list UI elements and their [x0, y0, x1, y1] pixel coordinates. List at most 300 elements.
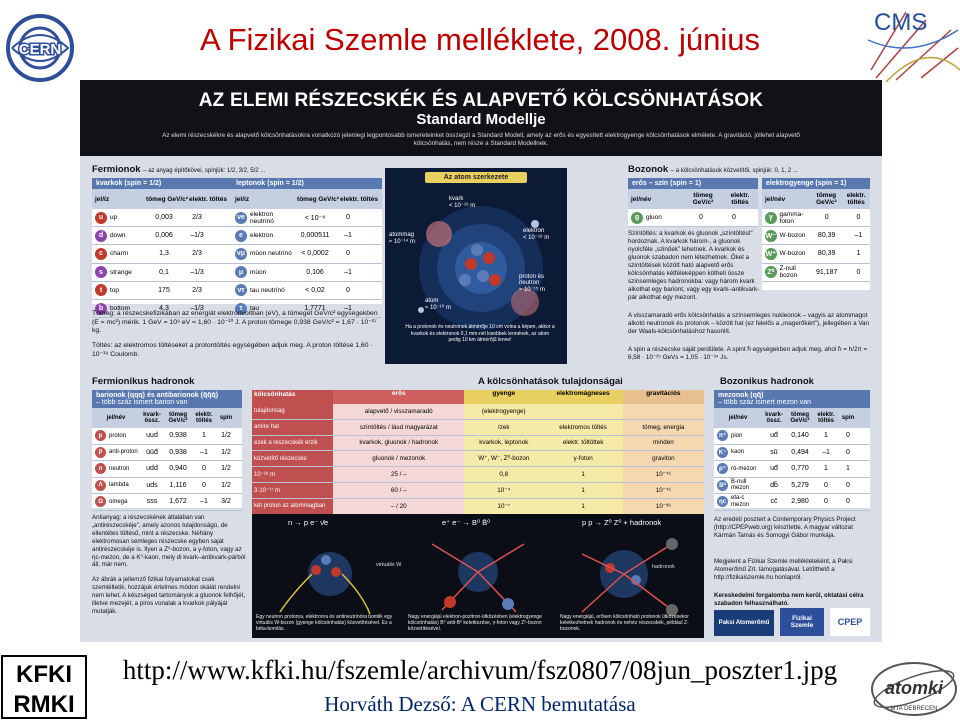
baryon-quarks: udd — [146, 465, 158, 473]
interaction-cell: γ-foton — [543, 451, 622, 466]
interactions-table — [252, 390, 704, 508]
meson-symbol: K⁻ — [717, 447, 728, 458]
meson-quarks: db̄ — [770, 481, 778, 489]
baryon-charge: 0 — [202, 481, 206, 489]
rmki-text: RMKI — [13, 691, 75, 718]
meson-charge: –1 — [822, 448, 830, 456]
interaction-cell: 25 / – — [333, 467, 464, 482]
quark-symbol: t — [95, 284, 107, 296]
quark-mass: 4,3 — [159, 305, 169, 313]
meson-name: pion — [731, 432, 743, 439]
meson-mass: 0,770 — [791, 465, 809, 473]
atom-electron-label — [523, 228, 549, 241]
fermionic-hadrons-heading: Fermionikus hadronok — [92, 376, 195, 387]
spin-note: A spin a részecske saját perdülete. A spint ħ egységekben adjuk meg, ahol ħ = h/2π = 6,58 · 10⁻²⁵ GeVs = 1,05 · 10⁻³⁴ Js. — [628, 346, 868, 361]
ew-boson-name: W-bozon — [779, 250, 806, 258]
atomki-text: atomki — [884, 678, 944, 698]
bosons-heading — [628, 164, 798, 175]
int-col-0: kölcsönhatás — [252, 390, 333, 404]
interaction-cell: W⁺, W⁻, Z⁰-bozon — [464, 451, 543, 466]
leptons-colhdr — [232, 189, 382, 209]
event-hadronok: hadronok — [652, 564, 675, 570]
meson-row — [714, 461, 870, 478]
interaction-row — [252, 499, 704, 515]
meson-charge: 1 — [824, 465, 828, 473]
quark-symbol: u — [95, 212, 107, 224]
fizikai-szemle-logo: Fizikai Szemle — [780, 608, 824, 636]
ew-col-0: jel/név — [765, 195, 786, 203]
color-note: Színtöltés: a kvarkok és gluonok „színtöltést” hordoznak. A kvarkok három-, a gluonok nyolcféle „szinűek” lehetnek. A kvarkok és gluonok szabadon nem létezhetnek. Őket a színtöltések között ható alapvető erős kölcsönhatás kétféleképpen kötheti össze színsemleges hadronokba: vagy három kvark alkothat egy bariont, vagy egy kvark–antikvark-pár alkothat egy mezont. — [628, 230, 760, 301]
poster-image — [80, 80, 882, 642]
baryon-charge: 1 — [202, 432, 206, 440]
strong-rows — [628, 209, 758, 227]
ew-boson-row — [762, 245, 870, 263]
interactions-rows — [252, 404, 704, 515]
baryon-mass: 0,940 — [169, 465, 187, 473]
interaction-cell: gluonok / mezonok — [333, 451, 464, 466]
gluon-mass: 0 — [699, 214, 703, 222]
events-panel — [252, 514, 704, 638]
baryon-col: jel/név — [106, 415, 126, 421]
quark-row — [92, 264, 232, 282]
ew-boson-charge: –1 — [854, 232, 863, 240]
interaction-cell: kvarkok, gluonok / hadronok — [333, 436, 464, 451]
lepton-mass: 1,7771 — [304, 305, 326, 313]
cms-logo-text: CMS — [874, 9, 928, 36]
quark-symbol: c — [95, 248, 107, 260]
lepton-charge: –1 — [344, 232, 352, 240]
mesons-colhdr — [714, 408, 870, 428]
strong-header: erős – szín (spin = 1) — [628, 178, 758, 189]
footer-author: Horváth Dezső: A CERN bemutatása — [324, 692, 636, 716]
quark-row — [92, 209, 232, 227]
interaction-cell: színtöltés / lásd magyarázat — [333, 420, 464, 435]
interaction-row-label: tulajdonság — [252, 404, 333, 419]
interaction-row — [252, 467, 704, 483]
cpep-logo: CPEP — [830, 608, 870, 636]
baryon-spin: 1/2 — [221, 432, 231, 440]
meson-col: jel/név — [728, 415, 748, 421]
lepton-mass: < 10⁻⁸ — [304, 214, 326, 222]
lepton-symbol: τ — [235, 303, 247, 315]
atom-atom-size: ≈ 10⁻¹⁰ m — [425, 305, 451, 311]
lepton-charge: 0 — [346, 250, 350, 258]
poster-subtitle: Standard Modellje — [416, 111, 546, 128]
quark-symbol: d — [95, 230, 107, 242]
meson-mass: 5,279 — [791, 481, 809, 489]
bosonic-hadrons-heading: Bozonikus hadronok — [720, 376, 814, 387]
lepton-mass: < 0,02 — [305, 286, 325, 294]
residual-note: A visszamaradó erős kölcsönhatás a színsemleges nukleonok – vagyis az atommagot alkotó neutronok és protonok – között hat (ez felelős a „magerőkért”), jellegében a Van der Waals-kölcsönhatáshoz hasonlít. — [628, 312, 870, 335]
lepton-row — [232, 227, 382, 245]
atom-proton-size: ≈ 10⁻¹⁵ m — [519, 287, 545, 293]
event-virtual-w: virtuális W — [376, 562, 402, 568]
ew-boson-name: Z-null bozon — [779, 265, 798, 280]
event-caption-2: Nagy energiájú, erősen kölcsönható protonok ütközésekor keletkezhetnek hadronok és nehéz részecskék, például Z-bozonok. — [560, 614, 689, 632]
baryon-row — [92, 494, 242, 511]
interaction-cell: 60 / – — [333, 483, 464, 498]
baryon-mass: 0,938 — [169, 432, 187, 440]
atomki-sub: MTA DEBRECEN — [890, 706, 938, 712]
lepton-row — [232, 282, 382, 300]
meson-spin: 0 — [846, 481, 850, 489]
baryon-quarks: uud — [146, 432, 158, 440]
baryon-row — [92, 428, 242, 445]
meson-col: kvark-össz. — [765, 412, 783, 424]
quarks-col-1: tömeg GeV/c² — [146, 195, 188, 203]
baryon-quarks: ūūd̄ — [146, 448, 158, 456]
interaction-cell: 1 — [543, 467, 622, 482]
baryon-charge: –1 — [200, 498, 208, 506]
strong-colhdr — [628, 189, 758, 209]
meson-mass: 2,980 — [791, 498, 809, 506]
quark-name: bottom — [110, 305, 130, 313]
baryon-mass: 1,672 — [169, 498, 187, 506]
fermions-heading-title: Fermionok — [92, 164, 141, 175]
interaction-row — [252, 420, 704, 436]
kfki-rmki-logo — [0, 654, 88, 720]
meson-quarks: ud̄ — [770, 432, 778, 440]
diagram-note: Az ábrák a jellemző fizikai folyamatokat csak szemléltetik, hozzájuk értelmes módon skálát rendelni nem lehet. A készséged tartományok a gluonok felhőjét, illetve mezejét, a piros vonalak a kvarkok pályáját mutatják. — [92, 576, 246, 615]
baryon-symbol: n — [95, 463, 106, 474]
ew-boson-name: W-bozon — [779, 232, 806, 240]
baryon-spin: 1/2 — [221, 448, 231, 456]
interaction-cell: elektromos töltés — [543, 420, 622, 435]
meson-charge: 0 — [824, 481, 828, 489]
baryon-spin: 3/2 — [221, 498, 231, 506]
ew-col-1: tömeg GeV/c² — [816, 192, 837, 206]
meson-charge: 1 — [824, 432, 828, 440]
interaction-cell: elektr. töltöttek — [543, 436, 622, 451]
poster-title: AZ ELEMI RÉSZECSKÉK ÉS ALAPVETŐ KÖLCSÖNHATÁSOK — [198, 90, 764, 111]
interactions-header-row — [252, 390, 704, 404]
atom-atom-label — [425, 298, 451, 311]
poster-intro: Az elemi részecskékre és alapvető kölcsönhatásokra vonatkozó jelenlegi legpontosabb ismereteinket összegzi a Standard Modell, amely az erős és egyesített elektrogyenge kölcsönhatások elmélete. A gravitáció, jóllehet alapvető kölcsönhatás, nem része a Standard Modellnek. — [162, 132, 800, 147]
quark-symbol: s — [95, 266, 107, 278]
meson-spin: 0 — [846, 498, 850, 506]
interaction-cell: kvarkok, leptonok — [464, 436, 543, 451]
baryons-header-title: barionok (qqq) és antibarionok (q̄q̄q̄) — [96, 392, 219, 399]
atomki-logo — [868, 658, 960, 720]
credits-3: Kereskedelmi forgalomba nem kerül, oktatási célra szabadon felhasználható. — [714, 592, 864, 607]
atom-elektron: elektron — [523, 228, 545, 234]
strong-col-2: elektr. töltés — [730, 192, 750, 206]
quark-name: down — [110, 232, 126, 240]
meson-quarks: cc̄ — [770, 498, 778, 506]
quarks-col-2: elektr. töltés — [189, 195, 227, 203]
leptons-table — [232, 178, 382, 313]
ew-boson-row — [762, 264, 870, 282]
interaction-cell: 1 — [543, 499, 622, 514]
mesons-header — [714, 390, 870, 408]
baryon-col: elektr. töltés — [195, 412, 213, 424]
atom-header: Az atom szerkezete — [425, 172, 527, 183]
quark-symbol: b — [95, 303, 107, 315]
quarks-header: kvarkok (spin = 1/2) — [92, 178, 232, 189]
interaction-cell: 0,8 — [464, 467, 543, 482]
credits-1: Az eredeti posztert a Contemporary Physics Project (http://CPEPweb.org) készítette. A magyar változat Kármán Tamás és Somogyi Gábor munkája. — [714, 516, 856, 539]
quark-charge: –1/3 — [190, 268, 204, 276]
event-label-1: e⁺ e⁻ → B⁰ B̄⁰ — [442, 518, 491, 527]
atom-atom: atom — [425, 298, 439, 304]
cern-logo — [2, 2, 78, 94]
event-caption-0: Egy neutron protonra, elektronra és antineutrínóra bomlik egy virtuális W-bozon (gyenge kölcsönhatás) közvetítésével. Ez a béta-bomlás. — [256, 614, 393, 632]
lepton-charge: –1 — [344, 305, 352, 313]
meson-quarks: sū — [770, 448, 778, 456]
meson-rows — [714, 428, 870, 511]
baryon-mass: 0,938 — [169, 448, 187, 456]
quark-row — [92, 282, 232, 300]
interaction-row — [252, 436, 704, 452]
ew-col-2: elektr. töltés — [846, 192, 866, 206]
interaction-cell: 1 — [543, 483, 622, 498]
baryon-spin: 1/2 — [221, 481, 231, 489]
quarks-col-0: jel/íz — [95, 195, 110, 203]
interaction-row — [252, 451, 704, 467]
lepton-name: elektron — [250, 232, 274, 240]
meson-symbol: π⁺ — [717, 430, 728, 441]
lepton-name: elektron neutrínó — [250, 210, 274, 225]
leptons-col-0: jel/íz — [235, 195, 250, 203]
lepton-charge: –1 — [344, 268, 352, 276]
ew-boson-table — [762, 178, 870, 290]
meson-symbol: ρ⁺ — [717, 463, 728, 474]
event-label-0: n → p e⁻ ν̄e — [288, 518, 329, 527]
lepton-rows — [232, 209, 382, 318]
lepton-mass: 0,106 — [306, 268, 324, 276]
credits-2: Megjelent a Fizikai Szemle mellékleteként, a Paksi Atomerőmű Zrt. támogatásával. Letölthető a http://fizikaiszemle.hu honlapról. — [714, 558, 853, 581]
baryons-colhdr — [92, 408, 242, 428]
interaction-cell: 10⁻⁴¹ — [623, 483, 704, 498]
mesons-table — [714, 390, 870, 508]
baryon-quarks: sss — [146, 498, 158, 506]
baryons-header-note: – több száz ismert barion van — [96, 399, 188, 406]
baryon-name: lambda — [109, 482, 129, 488]
baryon-col: kvark-össz. — [143, 412, 161, 424]
ew-boson-mass: 80,39 — [817, 250, 836, 258]
gluon-row — [628, 209, 758, 227]
event-label-2: p p → Z⁰ Z⁰ + hadronok — [582, 518, 662, 527]
lepton-symbol: νμ — [235, 248, 247, 260]
baryon-symbol: Ω — [95, 496, 106, 507]
atom-kvark-label — [449, 196, 475, 209]
bosons-heading-note: – a kölcsönhatások közvetítői, spinjük: 0, 1, 2 ... — [670, 168, 798, 174]
lepton-symbol: νe — [235, 212, 247, 224]
interaction-row — [252, 483, 704, 499]
baryon-name: omega — [109, 498, 128, 505]
meson-spin: 1 — [846, 465, 850, 473]
baryon-col: tömeg GeV/c² — [168, 412, 188, 424]
meson-col: spin — [841, 415, 855, 421]
leptons-header: leptonok (spin = 1/2) — [232, 178, 382, 189]
atom-elektron-size: < 10⁻¹⁸ m — [523, 235, 550, 241]
interaction-cell: tömeg, energia — [623, 420, 704, 435]
meson-mass: 0,494 — [791, 448, 809, 456]
quark-charge: 2/3 — [192, 286, 202, 294]
lepton-row — [232, 245, 382, 263]
interaction-cell: – / 20 — [333, 499, 464, 514]
cern-logo-text: CERN — [18, 41, 62, 58]
ew-rows — [762, 209, 870, 282]
slide-title: A Fizikai Szemle melléklete, 2008. június — [200, 22, 760, 57]
atom-nucleus-label — [389, 232, 415, 245]
quark-mass: 0,003 — [155, 214, 173, 222]
ew-boson-charge: 1 — [856, 250, 861, 258]
int-col-erős: erős — [333, 390, 464, 404]
quark-charge: –1/3 — [190, 305, 204, 313]
meson-mass: 0,140 — [791, 432, 809, 440]
baryon-charge: –1 — [200, 448, 208, 456]
meson-row — [714, 478, 870, 495]
quark-name: charm — [110, 250, 129, 258]
lepton-symbol: e — [235, 230, 247, 242]
meson-row — [714, 428, 870, 445]
ew-boson-mass: 0 — [824, 214, 829, 222]
interaction-cell: 10⁻⁴¹ — [623, 467, 704, 482]
bosons-heading-title: Bozonok — [628, 164, 669, 175]
ew-colhdr — [762, 189, 870, 209]
lepton-name: tau neutrínó — [250, 286, 285, 294]
atom-caption: Ha a protonok és neutronok átmérője 10 cm volna a képen, akkor a kvarkok és elektronok 0,1 mm-nél kisebbek lennének, az atom pedig 10 km átmérőjű lenne! — [405, 324, 555, 343]
baryon-name: anti-proton — [109, 449, 138, 455]
mesons-header-note: – több száz ismert mezon van — [718, 399, 811, 406]
lepton-charge: 0 — [346, 214, 350, 222]
quark-mass: 0,006 — [155, 232, 173, 240]
quarks-colhdr — [92, 189, 232, 209]
interaction-cell: (elektrogyenge) — [464, 404, 543, 419]
baryon-spin: 1/2 — [221, 465, 231, 473]
atom-atommag-size: ≈ 10⁻¹⁴ m — [389, 239, 416, 245]
meson-symbol: B⁰ — [717, 480, 728, 491]
interaction-row — [252, 404, 704, 420]
baryons-header — [92, 390, 242, 408]
charge-note: Töltés: az elektromos töltéseket a protontöltés egységében adjuk meg. A proton töltése 1,60 · 10⁻¹⁹ Coulomb. — [92, 342, 373, 358]
quark-mass: 1,3 — [159, 250, 169, 258]
quark-row — [92, 227, 232, 245]
interaction-cell: 10⁻⁷ — [464, 499, 543, 514]
ew-header: elektrogyenge (spin = 1) — [762, 178, 870, 189]
baryon-name: proton — [109, 432, 127, 439]
gluon-symbol: g — [631, 212, 643, 224]
lepton-name: müon — [250, 268, 267, 276]
interaction-cell: ízek — [464, 420, 543, 435]
baryon-quarks: uds — [146, 481, 158, 489]
meson-row — [714, 494, 870, 511]
meson-quarks: ud̄ — [770, 465, 778, 473]
interaction-cell — [623, 404, 704, 419]
interaction-row-label: 10⁻¹⁸ m — [252, 467, 333, 482]
interaction-cell: 10⁻³⁶ — [623, 499, 704, 514]
baryon-symbol: p — [95, 430, 106, 441]
lepton-mass: 0,000511 — [300, 232, 330, 240]
interaction-row-label: amire hat — [252, 420, 333, 435]
meson-symbol: ηc — [717, 496, 728, 507]
ew-boson-name: gamma-foton — [779, 210, 804, 225]
quark-rows — [92, 209, 232, 318]
baryon-col: spin — [219, 415, 233, 421]
quark-mass: 175 — [158, 286, 170, 294]
baryon-charge: 0 — [202, 465, 206, 473]
ew-boson-row — [762, 209, 870, 227]
interaction-row-label: közvetítő részecske — [252, 451, 333, 466]
baryon-name: neutron — [109, 465, 130, 472]
quark-name: strange — [110, 268, 132, 276]
event-caption-1: Nagy energiájú elektron-pozitron-ütközésben (elektrogyenge kölcsönhatás) B⁰ anti-B⁰ keletkezése, γ-foton vagy Z⁰-bozon közvetítésével. — [408, 614, 542, 632]
gluon-charge: 0 — [732, 214, 736, 222]
mesons-header-title: mezonok (qq̄) — [718, 392, 764, 399]
quark-name: top — [110, 286, 120, 294]
baryon-rows — [92, 428, 242, 511]
atom-proton: proton és neutron — [519, 274, 545, 286]
lepton-mass: < 0,0002 — [301, 250, 329, 258]
strong-col-0: jel/név — [631, 195, 652, 203]
ew-boson-mass: 80,39 — [817, 232, 836, 240]
cms-logo — [866, 0, 960, 82]
poster-header — [80, 80, 882, 156]
int-col-em: elektromágneses — [543, 390, 622, 404]
quark-charge: 2/3 — [192, 214, 202, 222]
interaction-cell: graviton — [623, 451, 704, 466]
strong-boson-table — [628, 178, 758, 226]
ew-boson-symbol: Z⁰ — [765, 266, 777, 278]
int-col-grav: gravitációs — [623, 390, 704, 404]
meson-name: eta-c mezon — [731, 495, 750, 508]
ew-boson-row — [762, 227, 870, 245]
interaction-cell — [543, 404, 622, 419]
antimatter-note: Antianyag: a részecskének általában van „antirészecskéje”, amely azonos tulajdonságú, de ellentétes töltésű, mint a részecske. Néhány elektromosan semleges részecske egyben saját antirészecskéje is. Ilyen a Z⁰-bozon, a γ-foton, vagy az ηc-mezon, de a K⁰-kaon, mely di kvark–antikvark-párból áll, már nem. — [92, 514, 246, 569]
gluon-name: gluon — [646, 214, 662, 222]
atom-kvark-size: < 10⁻¹⁹ m — [449, 203, 476, 209]
quark-charge: 2/3 — [192, 250, 202, 258]
atom-proton-label — [519, 274, 565, 293]
mass-note: Tömeg: a részecskefizikában az energiát elektronvoltban (eV), a tömeget GeV/c² egységekben (E = mc²) mérik. 1 GeV = 10⁹ eV = 1,60 · 10⁻¹⁰ J. A proton tömege 0,938 GeV/c² = 1,67 · 10⁻²⁷ kg. — [92, 310, 378, 335]
baryons-table — [92, 390, 242, 508]
strong-col-1: tömeg GeV/c² — [692, 192, 714, 206]
interaction-cell: 10⁻⁴ — [464, 483, 543, 498]
baryon-symbol: Λ — [95, 480, 106, 491]
atom-structure-box — [385, 168, 567, 364]
fermions-heading — [92, 164, 265, 175]
quark-name: up — [110, 214, 118, 222]
meson-name: B-null mezon — [731, 478, 750, 492]
meson-col: tömeg GeV/c² — [790, 412, 810, 424]
quark-row — [92, 245, 232, 263]
ew-boson-symbol: W⁻ — [765, 230, 777, 242]
meson-row — [714, 445, 870, 462]
lepton-symbol: μ — [235, 266, 247, 278]
meson-col: elektr. töltés — [817, 412, 835, 424]
lepton-charge: 0 — [346, 286, 350, 294]
interaction-cell: minden — [623, 436, 704, 451]
ew-boson-symbol: γ — [765, 212, 777, 224]
interaction-row-label: ezek a részecskék érzik — [252, 436, 333, 451]
ew-boson-symbol: W⁺ — [765, 248, 777, 260]
interactions-heading: A kölcsönhatások tulajdonságai — [478, 376, 623, 387]
baryon-row — [92, 461, 242, 478]
lepton-name: müon neutrínó — [250, 250, 292, 258]
baryon-mass: 1,116 — [169, 481, 187, 489]
poster-url[interactable]: http://www.kfki.hu/fszemle/archivum/fsz0807/08jun_poszter1.jpg — [122, 655, 838, 685]
atom-kvark: kvark — [449, 196, 464, 202]
meson-name: kaon — [731, 449, 745, 455]
lepton-symbol: ντ — [235, 284, 247, 296]
kfki-text: KFKI — [16, 661, 72, 688]
meson-name: ró-mezon — [731, 465, 757, 472]
baryon-row — [92, 478, 242, 495]
baryon-row — [92, 445, 242, 462]
baryon-symbol: p̄ — [95, 447, 106, 458]
leptons-col-2: elektr. töltés — [340, 195, 378, 203]
